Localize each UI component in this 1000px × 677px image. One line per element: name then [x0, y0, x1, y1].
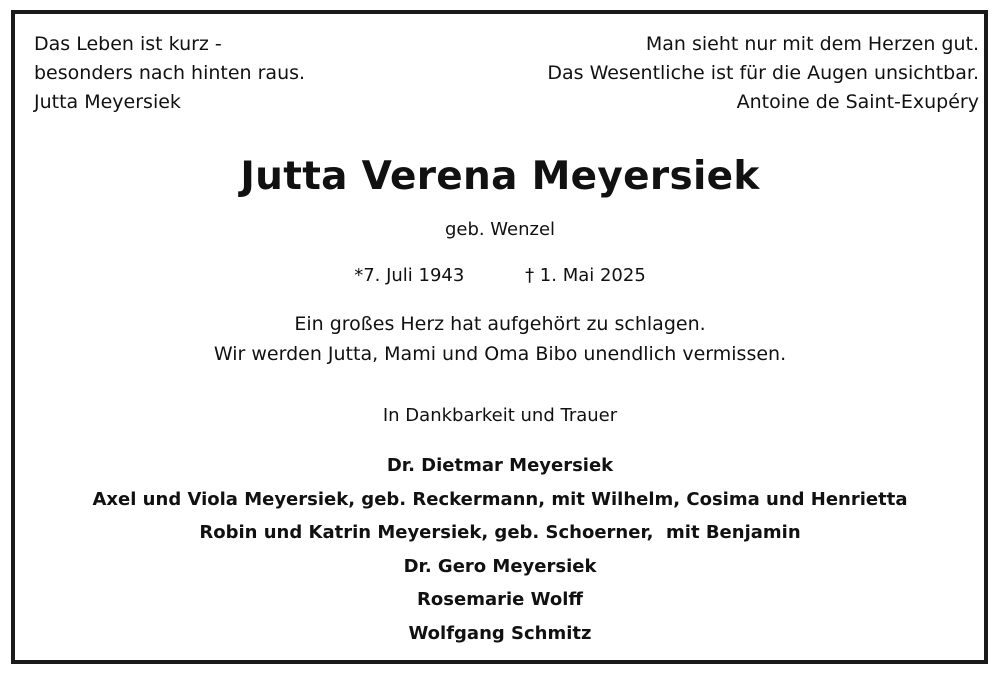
quote-left-line-1: Das Leben ist kurz -: [34, 33, 222, 55]
quote-right-line-1: Man sieht nur mit dem Herzen gut.: [645, 33, 979, 55]
deceased-name: Jutta Verena Meyersiek: [240, 154, 760, 199]
quote-right: [547, 30, 979, 117]
mourner-1: Dr. Dietmar Meyersiek: [386, 455, 614, 476]
quote-right-line-2: Das Wesentliche ist für die Augen unsichtbar.: [547, 62, 979, 84]
death-date: † 1. Mai 2025: [525, 265, 646, 286]
maiden-name: geb. Wenzel: [444, 219, 556, 240]
mourning-intro: In Dankbarkeit und Trauer: [382, 405, 618, 426]
life-dates: [0, 262, 1000, 290]
quote-left-author: Jutta Meyersiek: [34, 91, 181, 113]
mourners-list: [0, 449, 1000, 650]
quote-left: [34, 30, 305, 117]
mourner-4: Dr. Gero Meyersiek: [403, 555, 597, 577]
memorial-message: [0, 309, 1000, 369]
quote-left-line-2: besonders nach hinten raus.: [34, 62, 306, 84]
message-line-1: Ein großes Herz hat aufgehört zu schlagen.: [294, 313, 706, 335]
mourner-6: Wolfgang Schmitz: [408, 622, 592, 644]
mourner-2: Axel und Viola Meyersiek, geb. Reckermann, mit Wilhelm, Cosima und Henrietta: [92, 488, 908, 510]
mourner-3: Robin und Katrin Meyersiek, geb. Schoerner, mit Benjamin: [199, 522, 801, 543]
mourner-5: Rosemarie Wolff: [417, 589, 583, 610]
message-line-2: Wir werden Jutta, Mami und Oma Bibo unendlich vermissen.: [213, 343, 787, 365]
quote-right-author: Antoine de Saint-Exupéry: [736, 91, 979, 113]
birth-date: *7. Juli 1943: [354, 265, 465, 286]
